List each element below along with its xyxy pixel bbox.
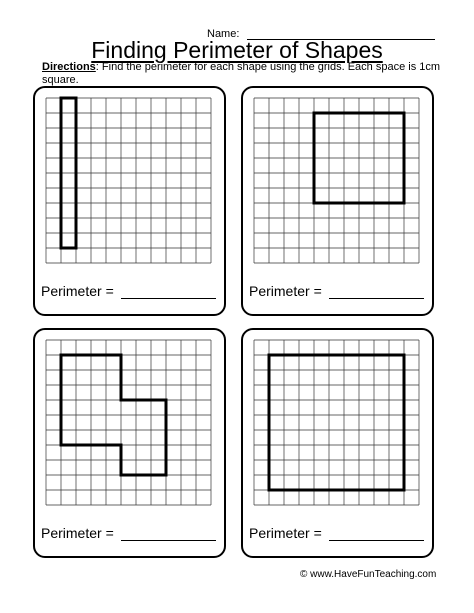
perimeter-row-2 xyxy=(249,283,429,301)
grid-2 xyxy=(253,97,420,264)
perimeter-answer-line-3[interactable] xyxy=(121,540,216,541)
grid-lines xyxy=(254,98,419,263)
perimeter-row-4 xyxy=(249,525,429,543)
grid-lines xyxy=(46,340,211,505)
shape-outline xyxy=(269,355,404,490)
perimeter-answer-line-4[interactable] xyxy=(329,540,424,541)
page-title: Finding Perimeter of Shapes xyxy=(91,37,383,63)
perimeter-row-1 xyxy=(41,283,221,301)
grid-4 xyxy=(253,339,420,506)
perimeter-label-3: Perimeter = xyxy=(41,525,114,541)
grid-lines xyxy=(46,98,211,263)
grid-1 xyxy=(45,97,212,264)
grid-lines xyxy=(254,340,419,505)
shape-card-1 xyxy=(33,86,226,316)
shape-card-3 xyxy=(33,328,226,558)
directions-text: : Find the perimeter for each shape using the grids. Each space is 1cm square. xyxy=(42,61,441,86)
shape-card-4 xyxy=(241,328,434,558)
perimeter-answer-line-1[interactable] xyxy=(121,298,216,299)
shape-card-2 xyxy=(241,86,434,316)
perimeter-label-1: Perimeter = xyxy=(41,283,114,299)
copyright-footer: © www.HaveFunTeaching.com xyxy=(300,569,437,580)
perimeter-label-4: Perimeter = xyxy=(249,525,322,541)
name-label: Name: xyxy=(207,28,240,40)
directions-label: Directions xyxy=(42,61,96,73)
directions xyxy=(42,61,442,87)
perimeter-label-2: Perimeter = xyxy=(249,283,322,299)
grid-3 xyxy=(45,339,212,506)
perimeter-answer-line-2[interactable] xyxy=(329,298,424,299)
perimeter-row-3 xyxy=(41,525,221,543)
